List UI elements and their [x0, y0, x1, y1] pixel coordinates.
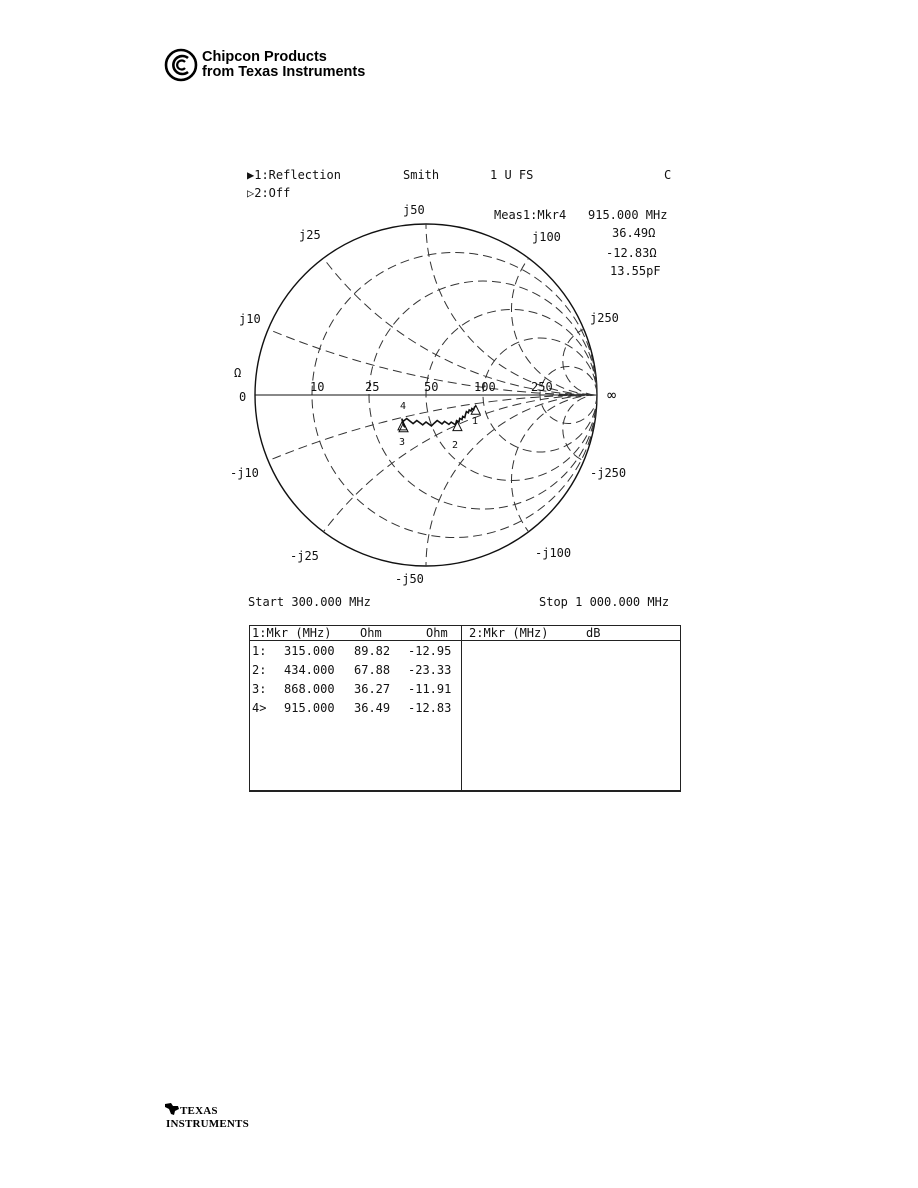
table-row-4-index: 4>: [252, 701, 267, 715]
table-row-4-freq: 915.000: [284, 701, 335, 715]
marker-label-1: 1: [472, 416, 479, 427]
ti-line2: INSTRUMENTS: [166, 1118, 249, 1130]
trace1-text: 1:Reflection: [254, 168, 341, 182]
table-row-1-freq: 315.000: [284, 644, 335, 658]
table-row-3-x: -11.91: [408, 682, 452, 696]
marker-readout-capacitance: 13.55pF: [610, 264, 661, 278]
reactance-label-neg-j50: -j50: [395, 572, 424, 586]
marker-label-3: 3: [399, 437, 406, 448]
ohm-unit-label: Ω: [234, 366, 242, 380]
corner-label: C: [664, 168, 672, 182]
table-header-rule: [250, 640, 680, 641]
table-row-3-r: 36.27: [354, 682, 391, 696]
marker-readout-title: Meas1:Mkr4: [494, 208, 567, 222]
resistance-label-10: 10: [310, 380, 325, 394]
table-row-2-index: 2:: [252, 663, 267, 677]
marker-readout-freq: 915.000 MHz: [588, 208, 668, 222]
table-header-ohm-2: Ohm: [426, 626, 448, 640]
table-row-2-r: 67.88: [354, 663, 391, 677]
table-row-3-index: 3:: [252, 682, 267, 696]
resistance-label-50: 50: [424, 380, 439, 394]
smith-reactance-arc-pos-100: [512, 224, 683, 395]
table-row-4-x: -12.83: [408, 701, 452, 715]
reactance-label-j100: j100: [532, 230, 561, 244]
marker-readout-reactance: -12.83Ω: [606, 246, 657, 260]
start-frequency: Start 300.000 MHz: [248, 595, 371, 609]
table-header-db: dB: [586, 626, 601, 640]
marker-readout-resistance: 36.49Ω: [612, 226, 656, 240]
reactance-label-neg-j250: -j250: [590, 466, 627, 480]
table-row-2-x: -23.33: [408, 663, 452, 677]
stop-frequency: Stop 1 000.000 MHz: [539, 595, 670, 609]
reactance-label-neg-j100: -j100: [535, 546, 572, 560]
table-row-2-freq: 434.000: [284, 663, 335, 677]
reactance-label-j50: j50: [403, 203, 425, 217]
zero-label: 0: [239, 390, 247, 404]
resistance-label-100: 100: [474, 380, 496, 394]
marker-table: [249, 625, 681, 792]
reactance-label-j25: j25: [299, 228, 321, 242]
table-row-3-freq: 868.000: [284, 682, 335, 696]
reactance-label-j250: j250: [590, 311, 619, 325]
scale-label: 1 U FS: [490, 168, 534, 182]
ti-line1: TEXAS: [180, 1105, 218, 1117]
trace2-label: ▷2:Off: [247, 186, 291, 200]
table-header-ohm-1: Ohm: [360, 626, 382, 640]
table-header-mkr-2: 2:Mkr (MHz): [469, 626, 549, 640]
table-row-4-r: 36.49: [354, 701, 391, 715]
reactance-label-j10: j10: [239, 312, 261, 326]
table-row-1-index: 1:: [252, 644, 267, 658]
header-line2: from Texas Instruments: [202, 64, 366, 80]
infinity-label: ∞: [607, 386, 617, 404]
table-row-1-x: -12.95: [408, 644, 452, 658]
header-line1: Chipcon Products: [202, 49, 327, 65]
table-row-1-r: 89.82: [354, 644, 391, 658]
smith-reactance-arc-pos-10: [0, 0, 918, 395]
marker-label-2: 2: [452, 440, 459, 451]
smith-reactance-arc-pos-50: [426, 53, 768, 395]
resistance-label-25: 25: [365, 380, 380, 394]
ti-map-logo-icon: [164, 1102, 180, 1116]
reactance-label-neg-j10: -j10: [230, 466, 259, 480]
trace2-text: 2:Off: [254, 186, 291, 200]
resistance-label-250: 250: [531, 380, 553, 394]
reactance-label-neg-j25: -j25: [290, 549, 319, 563]
smith-reactance-arc-neg-100: [512, 395, 683, 566]
trace1-label: ▶1:Reflection: [247, 168, 341, 182]
marker-label-4: 4: [400, 401, 407, 412]
format-label: Smith: [403, 168, 440, 182]
table-header-mkr: 1:Mkr (MHz): [252, 626, 332, 640]
table-divider: [461, 626, 462, 790]
